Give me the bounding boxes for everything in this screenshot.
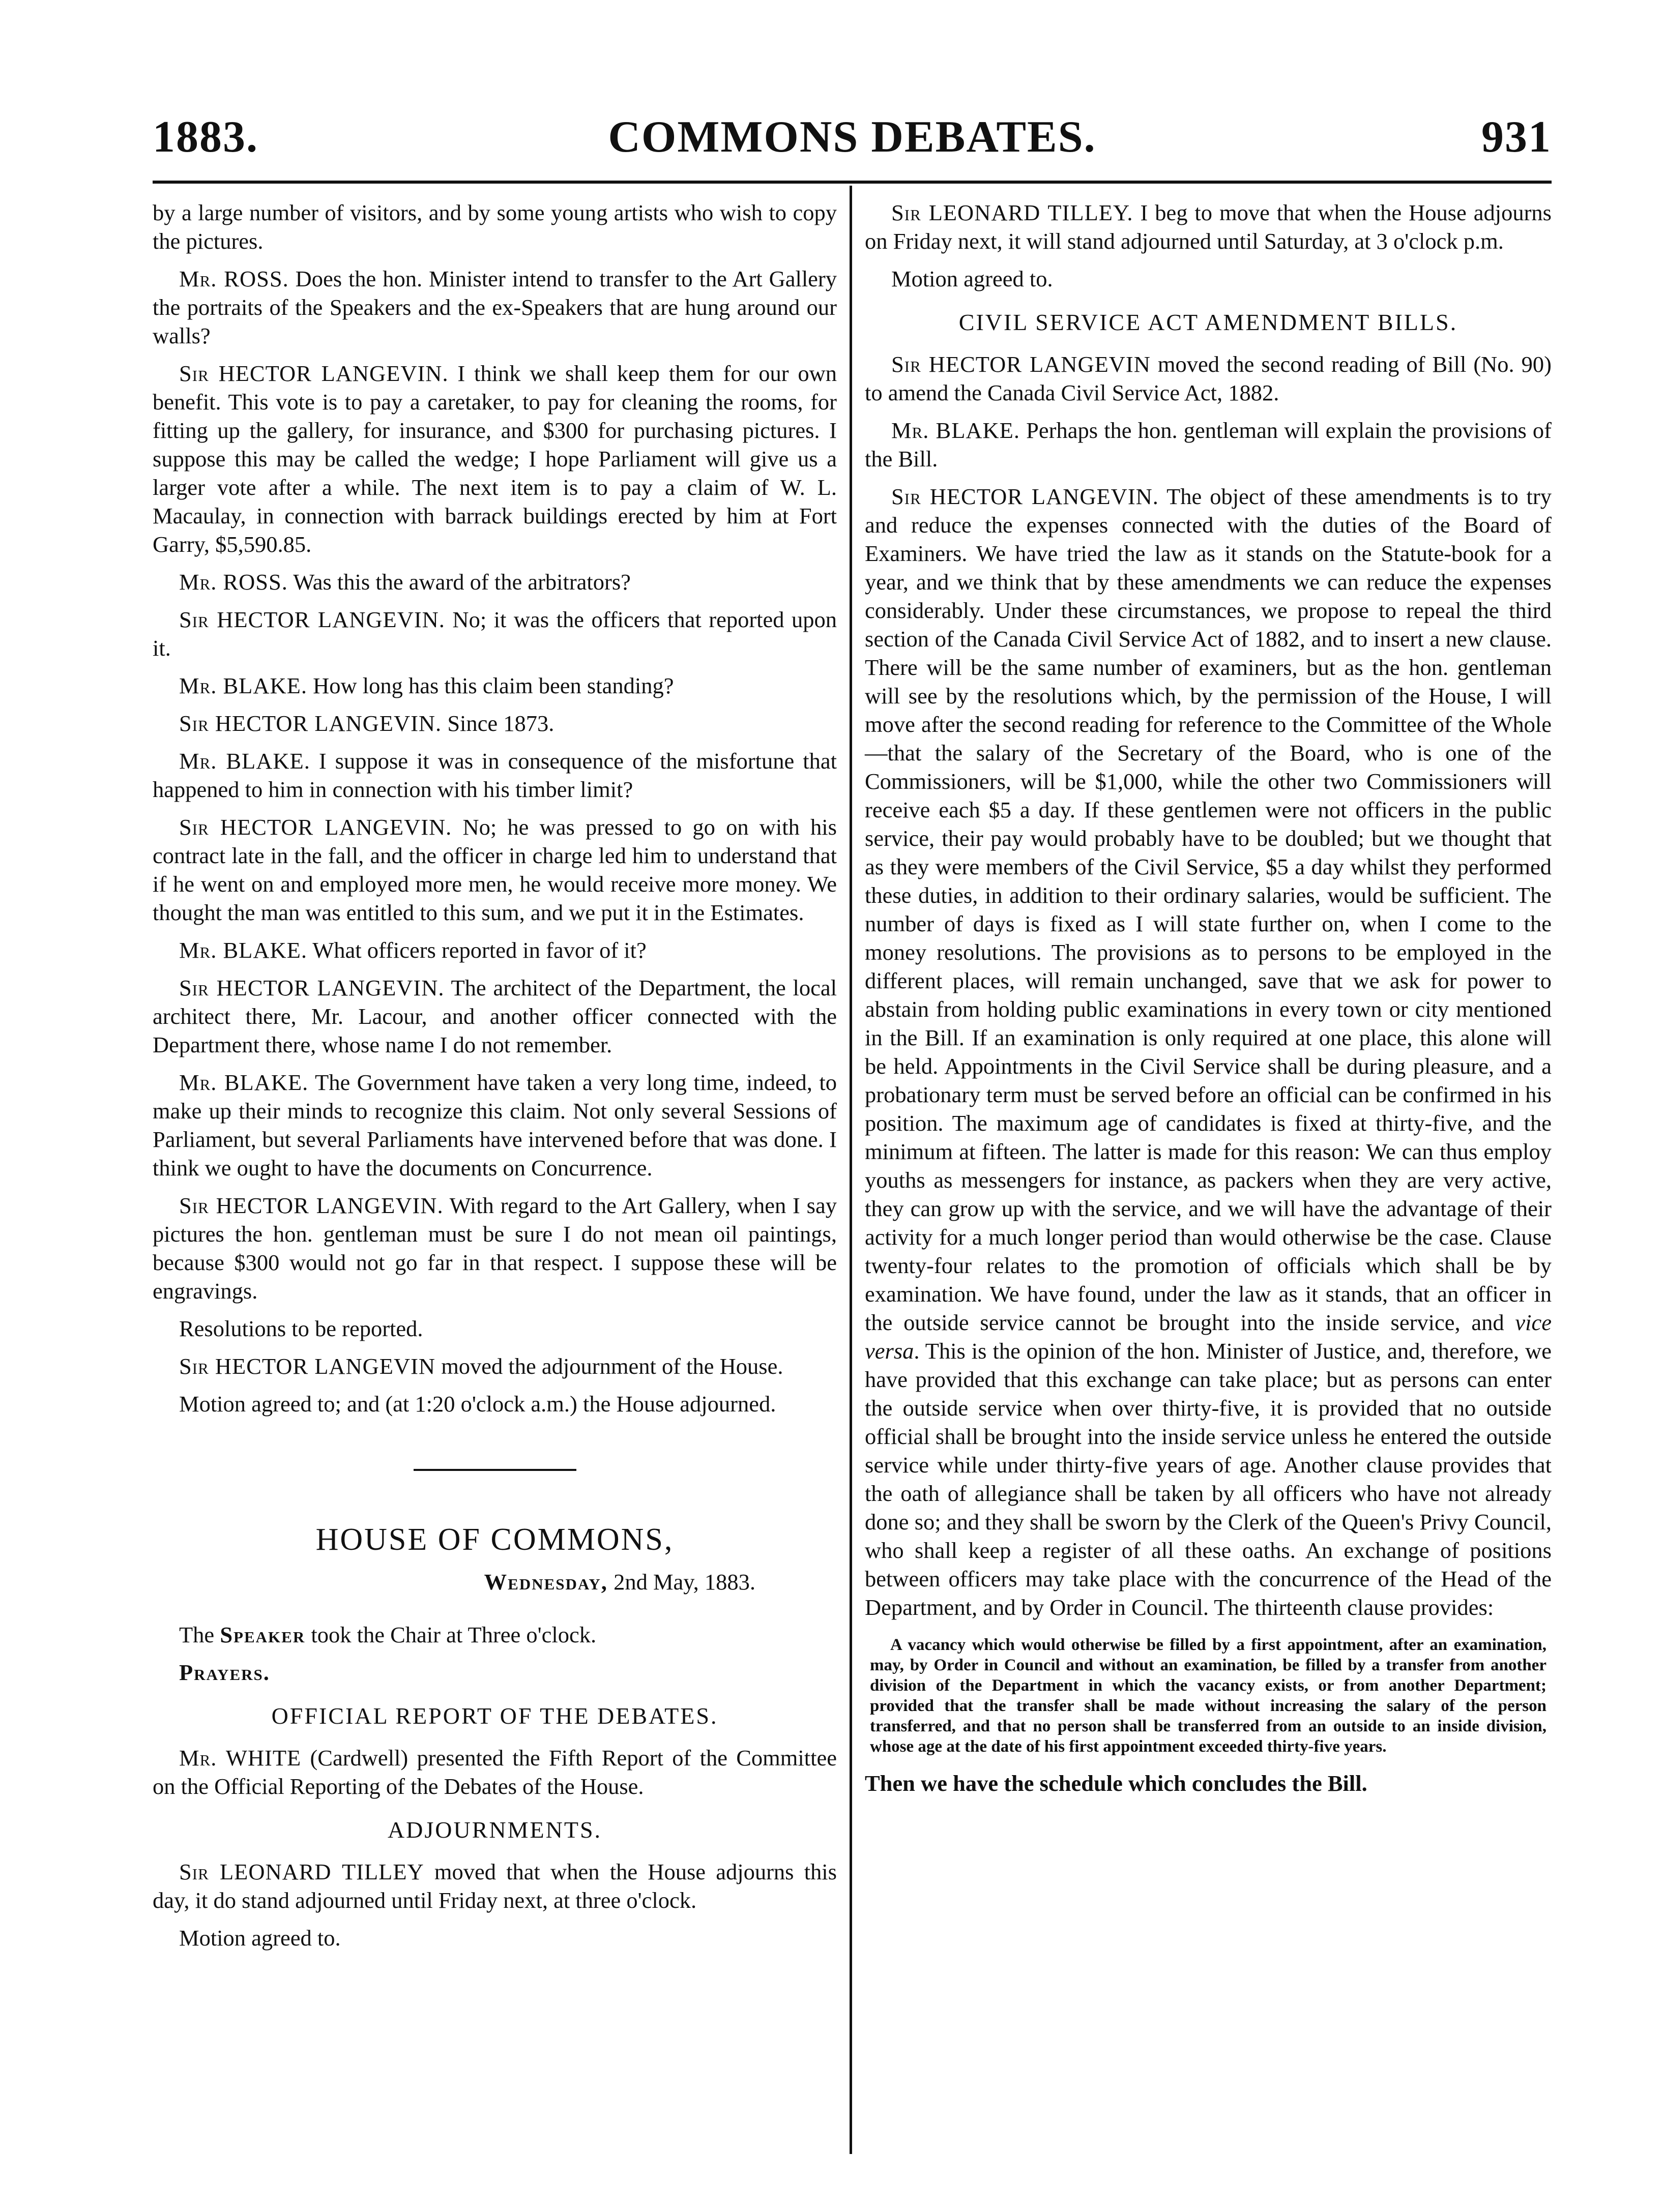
column-divider [850, 186, 852, 2154]
speech-text: The object of these amendments is to try and reduce the expenses connected with the duties of the Board of Examiners. We have tried the law as it stands on the Statute-book for a year, and we think that by these amendments we can reduce the expenses considerably. Under these circumstances, we propose to repeal the third section of the Canada Civil Service Act of 1882, and to insert a new clause. There will be the same number of examiners, but as the hon. gentleman will see by the resolutions which, by the permission of the House, I will move after the second reading for reference to the Committee of the Whole—that the salary of the Secretary of the Board, who is one of the Commissioners, will be $1,000, while the other two Commissioners will receive each $5 a day. If these gentlemen were not officers in the public service, their pay would probably have to be doubled; but we thought that as they were members of the Civil Service, $5 a day whilst they performed these duties, in addition to their ordinary salaries, would be sufficient. The number of days is fixed as I will state further on, when I come to the money resolutions. The provisions as to persons to be employed in the different places, will remain unchanged, save that we ask for power to abstain from holding public examinations in every town or city mentioned in the Bill. If an examination is only required at one place, this alone will be held. Appointments in the Civil Service shall be during pleasure, and a probationary term must be served before an official can be confirmed in his position. The maximum age of candidates is fixed at thirty-five, and the minimum at fifteen. The latter is made for this reason: We can thus employ youths as messengers for instance, as packers when they are very active, they can grow up with the service, and we will have the advantage of their activity for a much longer period than would otherwise be the case. Clause twenty-four relates to the promotion of officials which shall be by examination. We have found, under the law as it stands, that an officer in the outside service cannot be brought into the inside service, and [865, 484, 1552, 1335]
speaker-name: Sir HECTOR LANGEVIN. [179, 361, 449, 386]
paragraph: Resolutions to be reported. [179, 1316, 423, 1341]
paragraph [153, 264, 837, 350]
speech-text: Was this the award of the arbitrators? [287, 569, 631, 595]
left-column [153, 198, 837, 1961]
section-heading: OFFICIAL REPORT OF THE DEBATES. [271, 1703, 718, 1729]
section-heading: ADJOURNMENTS. [387, 1817, 602, 1843]
speech-text: moved the second reading of Bill (No. 90) to amend the Canada Civil Service Act, 1882. [865, 351, 1552, 405]
speech-text: Does the hon. Minister intend to transfer to the Art Gallery the portraits of the Speakers and the ex-Speakers that are hung around our walls? [153, 266, 837, 348]
paragraph: Then we have the schedule which concludes the Bill. [865, 1771, 1367, 1796]
speech-text: The Government have taken a very long time, indeed, to make up their minds to recognize this claim. Not only several Sessions of Parliament, but several Parliaments have intervened before that was done. I think we ought to have the documents on Concurrence. [153, 1070, 837, 1181]
speaker-name: Mr. BLAKE. [179, 748, 310, 774]
header-year: 1883. [153, 112, 258, 162]
speaker-name: Sir HECTOR LANGEVIN [891, 351, 1151, 377]
text-fragment: The [179, 1622, 220, 1647]
speaker-name: Sir LEONARD TILLEY. [891, 200, 1133, 225]
paragraph [865, 198, 1552, 255]
paragraph [153, 747, 837, 804]
speech-text: I suppose it was in consequence of the misfortune that happened to him in connection with his timber limit? [153, 748, 837, 802]
speech-text: I think we shall keep them for our own benefit. This vote is to pay a caretaker, to pay for cleaning the rooms, for fitting up the gallery, for insurance, and $300 for purchasing pictures. I suppose this may be called the wedge; I hope Parliament will give us a larger vote after a while. The next item is to pay a claim of W. L. Macaulay, in connection with barrack buildings erected by him at Fort Garry, $5,590.85. [153, 361, 837, 557]
paragraph [153, 1620, 837, 1649]
paragraph [153, 936, 837, 964]
paragraph [153, 671, 837, 700]
date-day: Wednesday, [484, 1569, 608, 1595]
speech-text: I beg to move that when the House adjourns on Friday next, it will stand adjourned until Saturday, at 3 o'clock p.m. [865, 200, 1552, 254]
header-rule [153, 181, 1552, 184]
paragraph [865, 350, 1552, 407]
speech-text: (Cardwell) presented the Fifth Report of the Committee on the Official Reporting of the Debates of the House. [153, 1745, 837, 1799]
right-column [865, 198, 1552, 1807]
paragraph [153, 1744, 837, 1801]
page-header [153, 109, 1552, 170]
section-rule [414, 1469, 576, 1471]
prayers-label: Prayers. [179, 1660, 270, 1685]
paragraph [865, 482, 1552, 1621]
speaker-name: Mr. BLAKE. [179, 937, 307, 963]
paragraph [153, 709, 837, 738]
paragraph [865, 416, 1552, 473]
speaker-name: Mr. ROSS. [179, 569, 288, 595]
paragraph: by a large number of visitors, and by some young artists who wish to copy the pictures. [153, 200, 837, 254]
paragraph: Motion agreed to; and (at 1:20 o'clock a.m.) the House adjourned. [179, 1391, 776, 1417]
header-page-number: 931 [1481, 112, 1552, 162]
header-title: COMMONS DEBATES. [608, 112, 1096, 162]
paragraph [153, 1068, 837, 1182]
speech-text: moved that when the House adjourns this day, it do stand adjourned until Friday next, at three o'clock. [153, 1859, 837, 1913]
speech-text: Perhaps the hon. gentleman will explain the provisions of the Bill. [865, 418, 1552, 471]
speaker-name: Sir HECTOR LANGEVIN [179, 1353, 436, 1379]
speaker-title: Speaker [220, 1622, 306, 1647]
date-rest: 2nd May, 1883. [607, 1569, 755, 1595]
speech-text: No; it was the officers that reported upon it. [153, 607, 837, 661]
paragraph [153, 974, 837, 1059]
speech-text: moved the adjournment of the House. [435, 1353, 783, 1379]
speech-text: With regard to the Art Gallery, when I say pictures the hon. gentleman must be sure I do not mean oil paintings, because $300 would not go far in that respect. I suppose these will be engravings. [153, 1193, 837, 1304]
speaker-name: Mr. BLAKE. [179, 673, 307, 698]
paragraph [153, 605, 837, 662]
paragraph [153, 1352, 837, 1380]
speech-text: . This is the opinion of the hon. Minister of Justice, and, therefore, we have provided that this exchange can take place; but as persons can enter the outside service when over thirty-five, it is provided that no outside official shall be brought into the inside service unless he entered the outside service while under thirty-five years of age. Another clause provides that the oath of allegiance shall be taken by all officers who have not already done so; and they shall be sworn by the Clerk of the Queen's Privy Council, who shall keep a register of all these oaths. An exchange of positions between officers may take place with the concurrence of the Head of the Department, and by Order in Council. The thirteenth clause provides: [865, 1338, 1552, 1620]
speaker-name: Sir HECTOR LANGEVIN. [179, 607, 445, 632]
speech-text: How long has this claim been standing? [307, 673, 674, 698]
paragraph [153, 813, 837, 927]
speech-text: What officers reported in favor of it? [307, 937, 647, 963]
speaker-name: Mr. WHITE [179, 1745, 302, 1771]
paragraph: Motion agreed to. [891, 266, 1053, 291]
section-heading: CIVIL SERVICE ACT AMENDMENT BILLS. [958, 309, 1458, 335]
speaker-name: Sir HECTOR LANGEVIN. [179, 711, 442, 736]
session-date [153, 1568, 837, 1596]
speaker-name: Sir HECTOR LANGEVIN. [179, 975, 445, 1000]
quote-text: A vacancy which would otherwise be filled by a first appointment, after an examination, may, by Order in Council and without an examination, be filled by a transfer from another division of the Department in which the vacancy exists, or from another Department; provided that the transfer shall be made without increasing the salary of the person transferred, and that no person shall be transferred from an outside to an inside division, whose age at the date of his first appointment exceeded thirty-five years. [870, 1636, 1546, 1756]
paragraph [153, 1191, 837, 1305]
paragraph: Motion agreed to. [179, 1925, 341, 1951]
speaker-name: Sir HECTOR LANGEVIN. [179, 1193, 444, 1218]
speaker-name: Sir LEONARD TILLEY [179, 1859, 424, 1884]
paragraph [153, 359, 837, 558]
paragraph [153, 1857, 837, 1914]
speaker-name: Sir HECTOR LANGEVIN. [179, 814, 452, 840]
speaker-name: Mr. ROSS. [179, 266, 289, 291]
paragraph [153, 568, 837, 596]
speech-text: No; he was pressed to go on with his contract late in the fall, and the officer in charge led him to understand that if he went on and employed more men, he would receive more money. We thought the man was entitled to this sum, and we put it in the Estimates. [153, 814, 837, 925]
speech-text: The architect of the Department, the local architect there, Mr. Lacour, and another officer connected with the Department there, whose name I do not remember. [153, 975, 837, 1057]
italic-text: vice versa [865, 1310, 1552, 1364]
speaker-name: Mr. BLAKE. [891, 418, 1020, 443]
house-title: HOUSE OF COMMONS, [315, 1522, 674, 1557]
speaker-name: Mr. BLAKE. [179, 1070, 309, 1095]
prayers [153, 1658, 837, 1687]
text-fragment: took the Chair at Three o'clock. [305, 1622, 597, 1647]
quoted-clause [870, 1635, 1546, 1757]
speech-text: Since 1873. [442, 711, 554, 736]
speaker-name: Sir HECTOR LANGEVIN. [891, 484, 1159, 509]
